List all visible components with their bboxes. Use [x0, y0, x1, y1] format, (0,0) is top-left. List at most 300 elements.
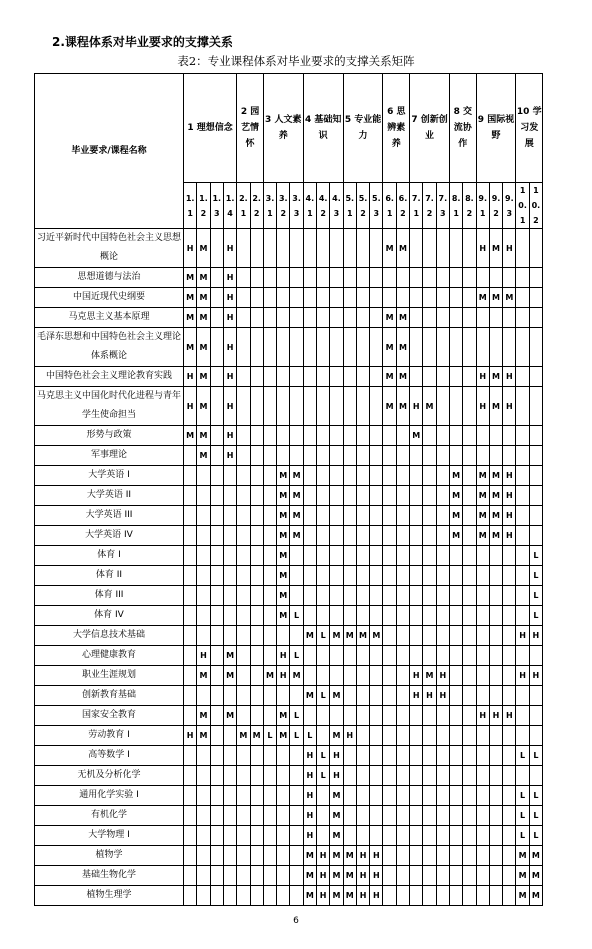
support-level-cell	[370, 328, 383, 367]
course-name-cell: 体育 III	[35, 586, 184, 606]
support-level-cell	[476, 566, 489, 586]
support-level-cell	[383, 746, 396, 766]
table-row	[35, 526, 543, 546]
support-level-cell	[370, 526, 383, 546]
support-level-cell	[223, 506, 236, 526]
support-level-cell	[449, 546, 462, 566]
support-level-cell	[396, 546, 409, 566]
support-level-cell: M	[277, 566, 290, 586]
support-level-cell: H	[223, 288, 236, 308]
support-level-cell	[210, 866, 223, 886]
support-level-cell	[250, 886, 263, 906]
support-level-cell	[423, 886, 436, 906]
support-level-cell	[197, 466, 210, 486]
support-level-cell: M	[303, 686, 316, 706]
support-level-cell: H	[516, 666, 529, 686]
support-level-cell	[184, 826, 197, 846]
support-level-cell	[263, 586, 276, 606]
support-level-cell	[210, 506, 223, 526]
support-level-cell	[383, 446, 396, 466]
subcolumn-header: 6.2	[396, 183, 409, 229]
support-level-cell	[370, 586, 383, 606]
support-level-cell	[184, 626, 197, 646]
support-level-cell	[223, 686, 236, 706]
support-level-cell	[343, 426, 356, 446]
support-level-cell	[436, 806, 449, 826]
support-level-cell	[317, 308, 330, 328]
subcolumn-header: 2.2	[250, 183, 263, 229]
support-level-cell	[356, 606, 369, 626]
subcolumn-header: 8.1	[449, 183, 462, 229]
support-level-cell	[436, 426, 449, 446]
support-level-cell	[463, 308, 476, 328]
support-level-cell	[356, 387, 369, 426]
course-name-cell: 基础生物化学	[35, 866, 184, 886]
support-level-cell	[317, 586, 330, 606]
support-level-cell	[463, 426, 476, 446]
support-level-cell	[223, 866, 236, 886]
support-level-cell	[516, 706, 529, 726]
support-level-cell: M	[529, 866, 542, 886]
support-level-cell	[330, 426, 343, 446]
support-level-cell	[396, 566, 409, 586]
support-level-cell: H	[476, 706, 489, 726]
support-level-cell	[303, 706, 316, 726]
support-level-cell	[343, 466, 356, 486]
support-level-cell	[449, 387, 462, 426]
support-level-cell	[370, 566, 383, 586]
support-level-cell: M	[489, 367, 502, 387]
table-row	[35, 546, 543, 566]
support-level-cell: H	[197, 646, 210, 666]
support-level-cell: M	[184, 288, 197, 308]
support-level-cell	[277, 766, 290, 786]
support-level-cell	[317, 506, 330, 526]
table-row	[35, 426, 543, 446]
support-level-cell	[184, 866, 197, 886]
support-level-cell	[210, 367, 223, 387]
subcolumn-header: 5.1	[343, 183, 356, 229]
course-name-cell: 中国近现代史纲要	[35, 288, 184, 308]
support-level-cell: L	[529, 786, 542, 806]
support-level-cell	[237, 367, 250, 387]
support-level-cell	[529, 646, 542, 666]
support-level-cell	[423, 367, 436, 387]
support-level-cell	[410, 746, 423, 766]
support-level-cell	[396, 786, 409, 806]
course-name-cell: 有机化学	[35, 806, 184, 826]
support-level-cell: H	[184, 229, 197, 268]
support-level-cell	[210, 686, 223, 706]
support-level-cell	[489, 268, 502, 288]
support-level-cell	[370, 466, 383, 486]
support-level-cell	[250, 586, 263, 606]
support-level-cell	[184, 646, 197, 666]
support-level-cell	[184, 506, 197, 526]
support-level-cell	[330, 367, 343, 387]
support-level-cell	[503, 446, 516, 466]
support-level-cell	[277, 866, 290, 886]
support-level-cell: H	[343, 726, 356, 746]
group-header: 2 园艺情怀	[237, 74, 264, 183]
support-level-cell: M	[489, 486, 502, 506]
support-level-cell	[210, 229, 223, 268]
support-level-cell	[250, 526, 263, 546]
course-name-cell: 大学英语 III	[35, 506, 184, 526]
support-level-cell: H	[370, 846, 383, 866]
support-level-cell	[223, 466, 236, 486]
course-name-cell: 体育 I	[35, 546, 184, 566]
support-level-cell: H	[223, 387, 236, 426]
support-level-cell	[423, 626, 436, 646]
support-level-cell	[197, 486, 210, 506]
support-level-cell	[303, 566, 316, 586]
support-level-cell: M	[516, 846, 529, 866]
support-level-cell	[237, 626, 250, 646]
support-level-cell	[516, 288, 529, 308]
support-level-cell	[277, 686, 290, 706]
support-level-cell	[410, 586, 423, 606]
support-level-cell	[343, 786, 356, 806]
support-level-cell	[370, 446, 383, 466]
support-level-cell	[489, 746, 502, 766]
course-name-cell: 植物学	[35, 846, 184, 866]
support-level-cell	[184, 666, 197, 686]
support-level-cell: M	[449, 526, 462, 546]
support-level-cell: M	[277, 506, 290, 526]
support-level-cell	[343, 826, 356, 846]
support-level-cell	[503, 686, 516, 706]
support-level-cell	[343, 506, 356, 526]
support-level-cell	[449, 886, 462, 906]
support-level-cell: M	[277, 606, 290, 626]
support-level-cell: M	[449, 466, 462, 486]
support-level-cell	[489, 328, 502, 367]
support-level-cell: M	[476, 288, 489, 308]
support-level-cell	[237, 746, 250, 766]
support-level-cell	[449, 367, 462, 387]
course-name-cell: 中国特色社会主义理论教育实践	[35, 367, 184, 387]
support-level-cell	[383, 626, 396, 646]
support-level-cell	[343, 486, 356, 506]
support-level-cell	[529, 229, 542, 268]
support-level-cell	[383, 546, 396, 566]
support-level-cell	[237, 826, 250, 846]
support-level-cell	[396, 666, 409, 686]
table-row	[35, 606, 543, 626]
support-level-cell	[449, 626, 462, 646]
support-level-cell	[263, 846, 276, 866]
support-level-cell	[290, 229, 303, 268]
support-level-cell: M	[396, 367, 409, 387]
group-header: 9 国际视野	[476, 74, 516, 183]
table-row	[35, 268, 543, 288]
support-level-cell	[184, 686, 197, 706]
support-level-cell	[277, 308, 290, 328]
support-level-cell: L	[290, 646, 303, 666]
support-level-cell	[184, 566, 197, 586]
support-level-cell: H	[303, 786, 316, 806]
support-level-cell	[423, 328, 436, 367]
support-level-cell	[463, 646, 476, 666]
support-level-cell	[410, 466, 423, 486]
support-level-cell	[463, 766, 476, 786]
support-level-cell	[343, 446, 356, 466]
support-level-cell	[529, 726, 542, 746]
support-level-cell	[503, 826, 516, 846]
support-level-cell	[343, 546, 356, 566]
support-level-cell	[489, 726, 502, 746]
table-row	[35, 846, 543, 866]
support-level-cell	[383, 288, 396, 308]
support-level-cell	[396, 606, 409, 626]
support-level-cell	[436, 526, 449, 546]
support-level-cell	[449, 426, 462, 446]
support-level-cell	[290, 328, 303, 367]
support-level-cell	[529, 288, 542, 308]
support-level-cell	[197, 886, 210, 906]
support-level-cell	[223, 586, 236, 606]
support-level-cell	[237, 686, 250, 706]
support-level-cell	[516, 486, 529, 506]
support-level-cell	[250, 746, 263, 766]
support-level-cell	[370, 506, 383, 526]
support-level-cell	[356, 308, 369, 328]
support-level-cell	[223, 606, 236, 626]
support-level-cell	[463, 446, 476, 466]
support-level-cell: M	[396, 308, 409, 328]
support-level-cell	[184, 546, 197, 566]
support-level-cell	[423, 866, 436, 886]
support-level-cell	[476, 328, 489, 367]
support-level-cell	[396, 288, 409, 308]
support-level-cell	[449, 229, 462, 268]
corner-header: 毕业要求/课程名称	[35, 74, 184, 229]
support-level-cell	[250, 666, 263, 686]
support-level-cell: M	[396, 229, 409, 268]
table-row	[35, 586, 543, 606]
support-level-cell	[383, 606, 396, 626]
support-level-cell	[263, 826, 276, 846]
support-level-cell	[184, 466, 197, 486]
support-level-cell	[197, 746, 210, 766]
support-level-cell: L	[317, 746, 330, 766]
support-level-cell	[410, 229, 423, 268]
course-name-cell: 无机及分析化学	[35, 766, 184, 786]
support-level-cell	[290, 786, 303, 806]
support-level-cell	[223, 726, 236, 746]
support-level-cell	[516, 726, 529, 746]
support-level-cell	[423, 766, 436, 786]
support-level-cell: H	[184, 387, 197, 426]
support-level-cell: H	[184, 367, 197, 387]
support-level-cell	[410, 766, 423, 786]
support-level-cell: L	[317, 766, 330, 786]
support-level-cell	[423, 426, 436, 446]
subcolumn-header: 5.2	[356, 183, 369, 229]
support-level-cell: H	[476, 367, 489, 387]
support-level-cell	[250, 766, 263, 786]
support-level-cell	[317, 486, 330, 506]
support-level-cell	[463, 268, 476, 288]
support-level-cell: M	[197, 726, 210, 746]
support-level-cell	[263, 886, 276, 906]
page-number: 6	[293, 916, 299, 926]
support-level-cell	[449, 766, 462, 786]
support-level-cell	[184, 886, 197, 906]
support-level-cell	[503, 886, 516, 906]
support-level-cell: H	[223, 229, 236, 268]
support-level-cell: H	[410, 666, 423, 686]
support-level-cell	[263, 566, 276, 586]
support-level-cell: M	[330, 846, 343, 866]
support-level-cell	[463, 886, 476, 906]
course-name-cell: 大学英语 I	[35, 466, 184, 486]
support-level-cell: M	[197, 367, 210, 387]
table-row	[35, 886, 543, 906]
support-level-cell: L	[529, 586, 542, 606]
support-level-cell	[330, 706, 343, 726]
support-level-cell	[250, 268, 263, 288]
subcolumn-header: 7.1	[410, 183, 423, 229]
support-level-cell: L	[290, 606, 303, 626]
support-level-cell	[303, 586, 316, 606]
support-level-cell: M	[290, 506, 303, 526]
support-level-cell	[529, 686, 542, 706]
support-level-cell	[476, 766, 489, 786]
support-level-cell: L	[529, 566, 542, 586]
support-level-cell	[503, 546, 516, 566]
support-level-cell	[197, 806, 210, 826]
support-level-cell	[290, 288, 303, 308]
support-level-cell	[343, 566, 356, 586]
table-row	[35, 288, 543, 308]
support-level-cell	[396, 268, 409, 288]
table-row	[35, 328, 543, 367]
table-row	[35, 806, 543, 826]
support-level-cell	[463, 786, 476, 806]
support-level-cell	[476, 646, 489, 666]
support-level-cell	[436, 626, 449, 646]
support-level-cell: H	[356, 846, 369, 866]
support-level-cell: M	[396, 328, 409, 367]
support-level-cell	[410, 786, 423, 806]
support-level-cell: H	[423, 686, 436, 706]
support-level-cell	[370, 387, 383, 426]
support-level-cell	[449, 646, 462, 666]
support-level-cell	[396, 726, 409, 746]
support-level-cell	[210, 826, 223, 846]
support-level-cell	[263, 506, 276, 526]
support-level-cell	[237, 526, 250, 546]
support-level-cell	[410, 268, 423, 288]
course-name-cell: 劳动教育 I	[35, 726, 184, 746]
support-level-cell	[290, 686, 303, 706]
support-level-cell	[396, 626, 409, 646]
support-level-cell	[396, 506, 409, 526]
support-level-cell	[489, 866, 502, 886]
support-level-cell: L	[529, 606, 542, 626]
support-level-cell	[356, 586, 369, 606]
support-level-cell: M	[383, 367, 396, 387]
support-level-cell	[210, 566, 223, 586]
subcolumn-header: 10.1	[516, 183, 529, 229]
support-level-cell: M	[476, 486, 489, 506]
support-level-cell	[303, 328, 316, 367]
support-level-cell	[290, 367, 303, 387]
support-level-cell	[263, 387, 276, 426]
support-level-cell	[290, 846, 303, 866]
support-level-cell	[250, 446, 263, 466]
support-level-cell: M	[277, 706, 290, 726]
support-level-cell	[529, 766, 542, 786]
support-level-cell	[476, 426, 489, 446]
support-level-cell	[463, 546, 476, 566]
support-level-cell: L	[516, 826, 529, 846]
support-level-cell: M	[197, 308, 210, 328]
support-level-cell	[463, 367, 476, 387]
support-level-cell	[330, 666, 343, 686]
table-row	[35, 666, 543, 686]
support-level-cell	[303, 288, 316, 308]
support-level-cell	[436, 886, 449, 906]
support-level-cell	[383, 526, 396, 546]
support-level-cell	[423, 846, 436, 866]
support-level-cell	[303, 446, 316, 466]
support-level-cell	[503, 328, 516, 367]
support-level-cell	[436, 766, 449, 786]
support-level-cell: M	[277, 726, 290, 746]
support-level-cell: M	[197, 706, 210, 726]
support-level-cell	[423, 606, 436, 626]
support-level-cell	[317, 288, 330, 308]
support-level-cell	[476, 686, 489, 706]
support-level-cell	[503, 726, 516, 746]
support-level-cell	[210, 486, 223, 506]
support-level-cell	[449, 566, 462, 586]
support-level-cell: H	[503, 387, 516, 426]
support-level-cell	[529, 466, 542, 486]
support-level-cell	[449, 826, 462, 846]
support-level-cell	[383, 686, 396, 706]
support-level-cell: M	[197, 268, 210, 288]
support-level-cell: H	[317, 886, 330, 906]
support-level-cell	[503, 426, 516, 446]
support-level-cell	[263, 446, 276, 466]
support-level-cell: H	[330, 766, 343, 786]
support-level-cell: M	[529, 886, 542, 906]
support-level-cell	[184, 606, 197, 626]
support-level-cell	[476, 806, 489, 826]
subcolumn-header: 7.3	[436, 183, 449, 229]
support-level-cell: M	[503, 288, 516, 308]
support-level-cell	[383, 726, 396, 746]
support-level-cell	[343, 746, 356, 766]
support-level-cell: H	[529, 666, 542, 686]
subcolumn-header: 5.3	[370, 183, 383, 229]
table-row	[35, 866, 543, 886]
support-level-cell	[529, 526, 542, 546]
support-level-cell	[436, 586, 449, 606]
support-level-cell	[356, 806, 369, 826]
support-level-cell	[516, 466, 529, 486]
support-level-cell	[410, 308, 423, 328]
table-row	[35, 646, 543, 666]
support-level-cell	[197, 586, 210, 606]
support-level-cell	[237, 786, 250, 806]
support-level-cell: H	[503, 486, 516, 506]
support-level-cell	[290, 866, 303, 886]
